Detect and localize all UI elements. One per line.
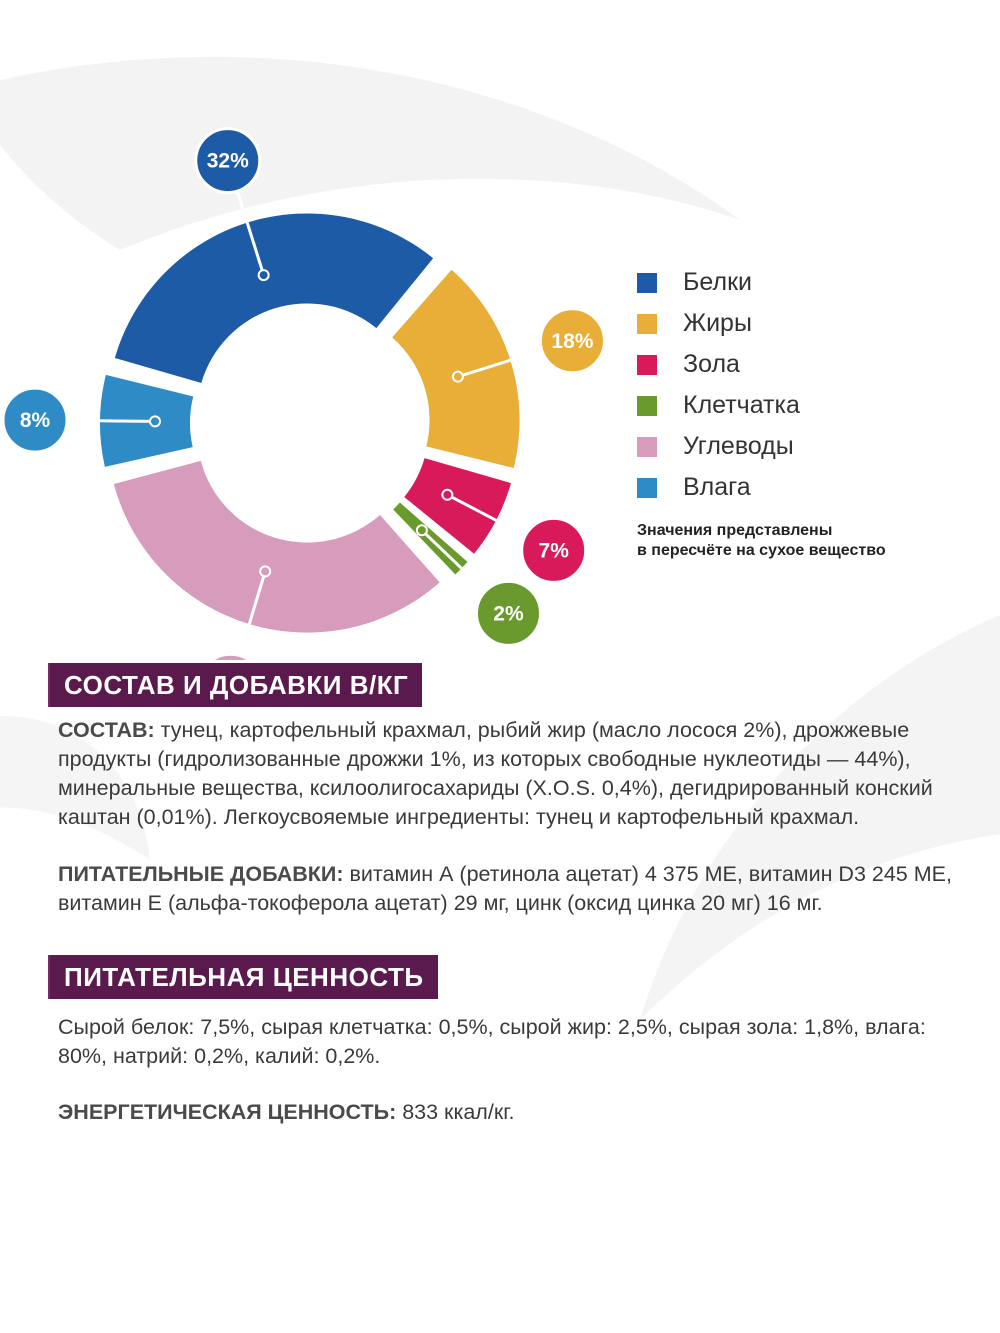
nutrient-donut-chart (0, 0, 1000, 660)
legend-label-carbs: Углеводы (683, 432, 794, 460)
legend-item-moisture (637, 467, 800, 508)
energy-label: ЭНЕРГЕТИЧЕСКАЯ ЦЕННОСТЬ: (58, 1100, 397, 1124)
legend-label-ash: Зола (683, 350, 740, 378)
composition-text: тунец, картофельный крахмал, рыбий жир (масло лосося 2%), дрожжевые продукты (гидролизованные дрожжи 1%, из которых свободные нуклеотиды — 44%), минеральные вещества, ксилоолигосахариды (X.O.S. 0,4%), дегидрированный конский каштан (0,01%). Легкоусвояемые ингредиенты: тунец и картофельный крахмал. (58, 718, 933, 829)
legend-item-fiber (637, 385, 800, 426)
chart-legend (637, 262, 800, 508)
legend-swatch-carbs (637, 437, 657, 457)
connector-dot-carbs (260, 566, 270, 576)
donut-slice-protein (115, 213, 433, 382)
donut-slice-carbs (114, 461, 440, 633)
additives-paragraph (58, 860, 958, 918)
legend-note (637, 521, 957, 561)
legend-item-protein (637, 262, 800, 303)
nutrition-section-header: ПИТАТЕЛЬНАЯ ЦЕННОСТЬ (48, 955, 438, 999)
legend-note-line-2: в пересчёте на сухое вещество (637, 542, 886, 559)
legend-swatch-ash (637, 355, 657, 375)
legend-label-fiber: Клетчатка (683, 391, 800, 419)
legend-label-protein: Белки (683, 268, 752, 296)
connector-line-moisture (65, 420, 155, 421)
legend-note-line-1: Значения представлены (637, 522, 833, 539)
connector-dot-protein (259, 270, 269, 280)
data-label-protein: 32% (206, 149, 249, 173)
legend-label-moisture: Влага (683, 473, 751, 501)
donut-slice-ash (404, 458, 511, 554)
data-label-fiber: 2% (493, 602, 524, 626)
connector-dot-moisture (150, 416, 160, 426)
legend-swatch-fat (637, 314, 657, 334)
legend-swatch-fiber (637, 396, 657, 416)
legend-swatch-moisture (637, 478, 657, 498)
donut-slice-fat (392, 270, 519, 468)
nutrition-paragraph: Сырой белок: 7,5%, сырая клетчатка: 0,5%, сырой жир: 2,5%, сырая зола: 1,8%, влага: 80%, натрий: 0,2%, калий: 0,2%. (58, 1015, 926, 1068)
legend-label-fat: Жиры (683, 309, 752, 337)
legend-item-ash (637, 344, 800, 385)
composition-label: СОСТАВ: (58, 718, 155, 742)
label-bubble-carbs (199, 654, 263, 660)
composition-paragraph (58, 716, 958, 832)
additives-text: витамин А (ретинола ацетат) 4 375 МЕ, витамин D3 245 МЕ, витамин Е (альфа-токоферола ацетат) 29 мг, цинк (оксид цинка 20 мг) 16 мг. (58, 862, 952, 915)
energy-value: 833 ккал/кг. (396, 1100, 515, 1124)
additives-label: ПИТАТЕЛЬНЫЕ ДОБАВКИ: (58, 862, 344, 886)
legend-swatch-protein (637, 273, 657, 293)
data-label-moisture: 8% (19, 409, 51, 433)
connector-dot-fiber (417, 525, 427, 535)
data-label-fat: 18% (551, 329, 594, 353)
energy-paragraph (58, 1098, 958, 1127)
legend-item-carbs (637, 426, 800, 467)
connector-dot-fat (453, 372, 463, 382)
data-label-ash: 7% (538, 539, 569, 563)
composition-section-header: СОСТАВ И ДОБАВКИ В/КГ (48, 663, 422, 707)
connector-dot-ash (442, 490, 452, 500)
legend-item-fat (637, 303, 800, 344)
